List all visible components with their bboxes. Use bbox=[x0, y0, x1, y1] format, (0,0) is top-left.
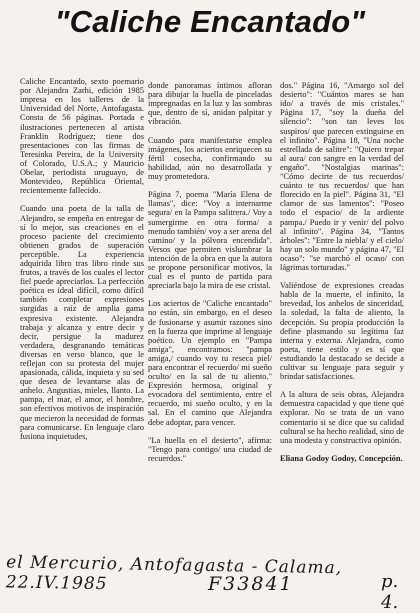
column-1-text: Caliche Encantado, sexto poemario por Alejandra Zarhi, edición 1985 impresa en los talleres de la Universidad del Norte, Antofagasta. Consta de 56 páginas. Portada e ilustraciones pertenecen al artista Franklin Rodríguez; tiene dos presentaciones con las firmas de Teresinka Pereira, de la University of Colorado, U.S.A.; y Mauricio Obelar, periodista uruguayo, de Montevideo, República Oriental, recientemente fallecido. Cuando una poeta de la talla de Alejandro, se empeña en entregar de sí lo mejor, sus creaciones en el proceso paciente del crecimiento obtienen grados de superación perceptible. La experiencia adquirida libro tras libro rinde sus frutos, a través de los cuales el lector fiel puede apreciarlos. La perfección poética es ideal difícil, como difícil también completar expresiones surgidas a raíz de amplia gama expresiva existente. Alejandra trabaja y alcanza y entre decir y decir, persigue la madurez verdadera, desgranando temáticas diversas en verso blanco, que le reflejan con su protesta del mujer apasionada, cálida, inquieta y su sed que desea de levantarse alas de anhelo. Angustias, mieles, llanto. La pampa, el mar, el amor, el hombre, son efectivos motivos de inspiración que mecieron la necesidad de formas para comunicarse. En lenguaje claro fusiona inquietudes, bbox=[20, 77, 144, 441]
handwritten-source: el Mercurio, Antofagasta - Calama, 22.IV.1985 bbox=[5, 552, 343, 595]
handwritten-record-number: F33841 bbox=[208, 573, 294, 595]
column-1 bbox=[20, 68, 144, 564]
column-2 bbox=[148, 72, 272, 546]
handwritten-page: p. 4. bbox=[381, 571, 399, 613]
article-title: "Caliche Encantado" bbox=[54, 4, 366, 39]
column-2-text: donde panoramas íntimos afloran para dibujar la huella de pinceladas impregnadas en la luz y las sombras que, dentro de sí, anidan palpitar y vibración. Cuando para manifestarse emplea imágenes, los aciertos enriquecen su fértil cosecha, confirmando su habilidad, aún no desarrollada y muy prometedora. Página 7, poema "María Elena de llamas", dice: "Voy a internarme segura/ en la Pampa salitrera./ Voy a sumergirme en otra forma/ a menudo también/ voy a ser arena del camino/ y la pólvora encendida". Versos que permiten vislumbrar la intención de la obra en que la autora se propone personificar motivos, la cual es el punto de partida para apreciarla bajo la mira de ese cristal. Los aciertos de "Caliche encantado" no están, sin embargo, en el deseo de fusionarse y asumir razones sino en la fuerza que imprime al lenguaje poético. Un ejemplo en "Pampa amiga", encontramos: "pampa amiga,/ cuando voy tu reseca piel/ para encontrar el recuerdo/ mi sueño oculto/ en la sal de tu aliento." Expresión hermosa, original y evocadora del sentimiento, entre el recuerdo, mi sueño oculto, y en la sal. En el camino que Alejandra debe adoptar, para vencer. "La huella en el desierto", afirma: "Tengo para contigo/ una ciudad de recuerdos." bbox=[148, 81, 272, 463]
column-3-text: dos." Página 16, "Amargo sol del desierto": "Cuántos mares se han ido/ a través de mis cristales." Página 17, "soy la dueña del silencio": "son tan leves los suspiros/ que parecen extinguirse en el infinito". Página 18, "Una noche estrellada de salitre": "Quiero trepar al aura/ con sangre en la verdad del engaño". "Nostalgias marinas": "Cómo decirte de tus recuerdos/ cuánto te tus recuerdos/ que han florecido en la piel". Página 31, "El clamor de sus lamentos": "Poseo todo el espacio/ de la ardiente pampa./ Puedo ir y venir/ del polvo al infinito". Página 34, "Tantos árboles": "Entre la niebla/ y el cielo/ hay un solo mundo" y página 47, "El ocaso": "se marchó el ocaso/ con lágrimas torturadas." Valiéndose de expresiones creadas habla de la muerte, el infinito, la brevedad, los anhelos de sinceridad, la soledad, la falta de aliento, la decepción. Su propia producción la define plasmando su legítima faz interna y externa. Alejandra, como poeta, tiene estilo y es sí que estudiando la destacado se decide a cultivar su lenguaje para seguir y brindar satisfacciones. A la altura de seis obras, Alejandra demuestra capacidad y que tiene qué explorar. No se trata de un vano comentario si se dice que su calidad cultural se ha hecho realidad, sino de una modesta y constructiva opinión. bbox=[280, 81, 404, 445]
column-3 bbox=[280, 72, 404, 542]
author-signature: Eliana Godoy Godoy, Concepción. bbox=[280, 453, 403, 463]
